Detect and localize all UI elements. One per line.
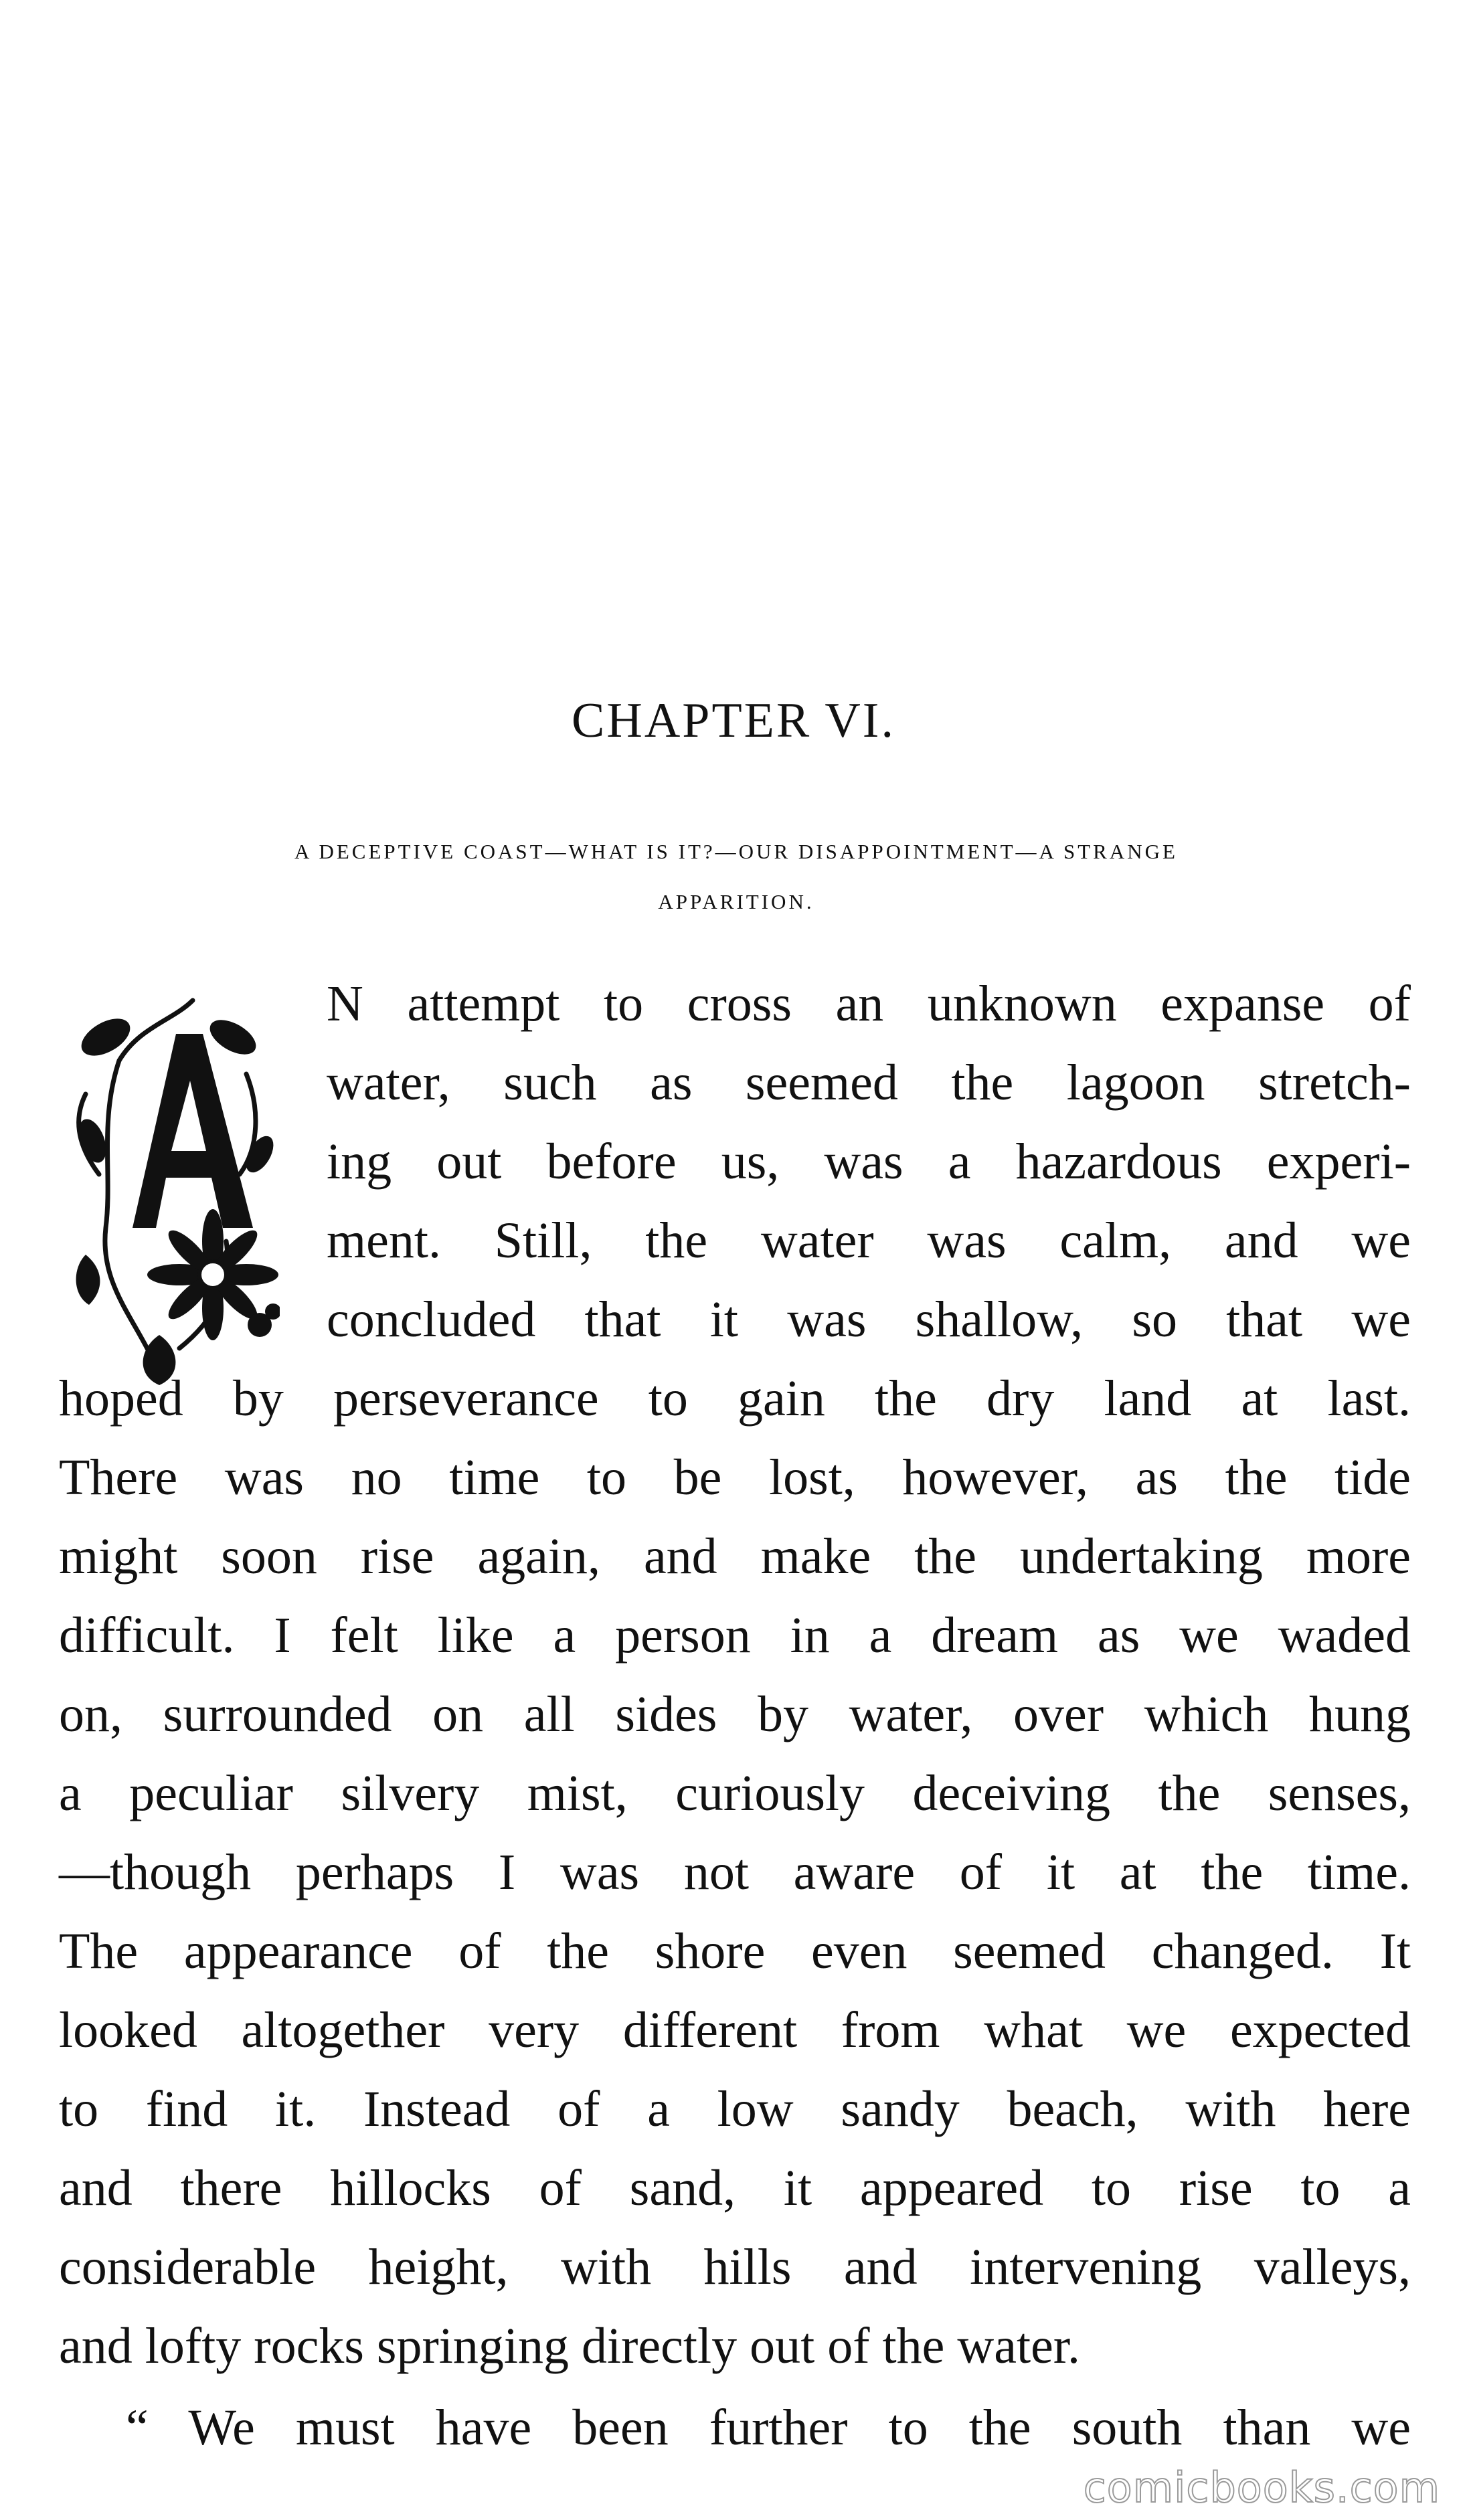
text-line-3: ing out before us, was a hazardous experi-: [327, 1134, 1411, 1190]
text-line-2: water, such as seemed the lagoon stretch-: [327, 1055, 1411, 1111]
text-line-15: to find it. Instead of a low sandy beach, with here: [59, 2081, 1411, 2137]
text-line-4: ment. Still, the water was calm, and we: [327, 1212, 1411, 1269]
text-line-19: “ We must have been further to the south than we: [126, 2400, 1411, 2456]
text-line-9: difficult. I felt like a person in a dream as we waded: [59, 1607, 1411, 1663]
text-line-17: considerable height, with hills and intervening valleys,: [59, 2239, 1411, 2295]
text-line-7: There was no time to be lost, however, as the tide: [59, 1449, 1411, 1506]
text-line-8: might soon rise again, and make the undertaking more: [59, 1528, 1411, 1585]
text-line-5: concluded that it was shallow, so that we: [327, 1291, 1411, 1348]
chapter-summary-line-2: APPARITION.: [658, 890, 814, 913]
text-line-14: looked altogether very different from what we expected: [59, 2002, 1411, 2058]
ornamental-drop-cap-a: [59, 974, 280, 1388]
text-line-11: a peculiar silvery mist, curiously deceiving the senses,: [59, 1765, 1411, 1821]
text-line-13: The appearance of the shore even seemed changed. It: [59, 1923, 1411, 1979]
chapter-summary-line-1: A DECEPTIVE COAST—WHAT IS IT?—OUR DISAPPOINTMENT—A STRANGE: [294, 840, 1178, 863]
chapter-summary: [134, 826, 1339, 927]
text-line-1: N attempt to cross an unknown expanse of: [327, 976, 1411, 1032]
watermark: comicbooks.com: [1083, 2463, 1440, 2512]
text-line-6: hoped by perseverance to gain the dry land at last.: [59, 1370, 1411, 1427]
text-line-18: and lofty rocks springing directly out of the water.: [59, 2318, 1080, 2374]
text-line-12: —though perhaps I was not aware of it at the time.: [59, 1844, 1411, 1900]
text-line-16: and there hillocks of sand, it appeared to rise to a: [59, 2160, 1411, 2216]
chapter-title: CHAPTER VI.: [572, 693, 895, 748]
text-line-10: on, surrounded on all sides by water, over which hung: [59, 1686, 1411, 1742]
